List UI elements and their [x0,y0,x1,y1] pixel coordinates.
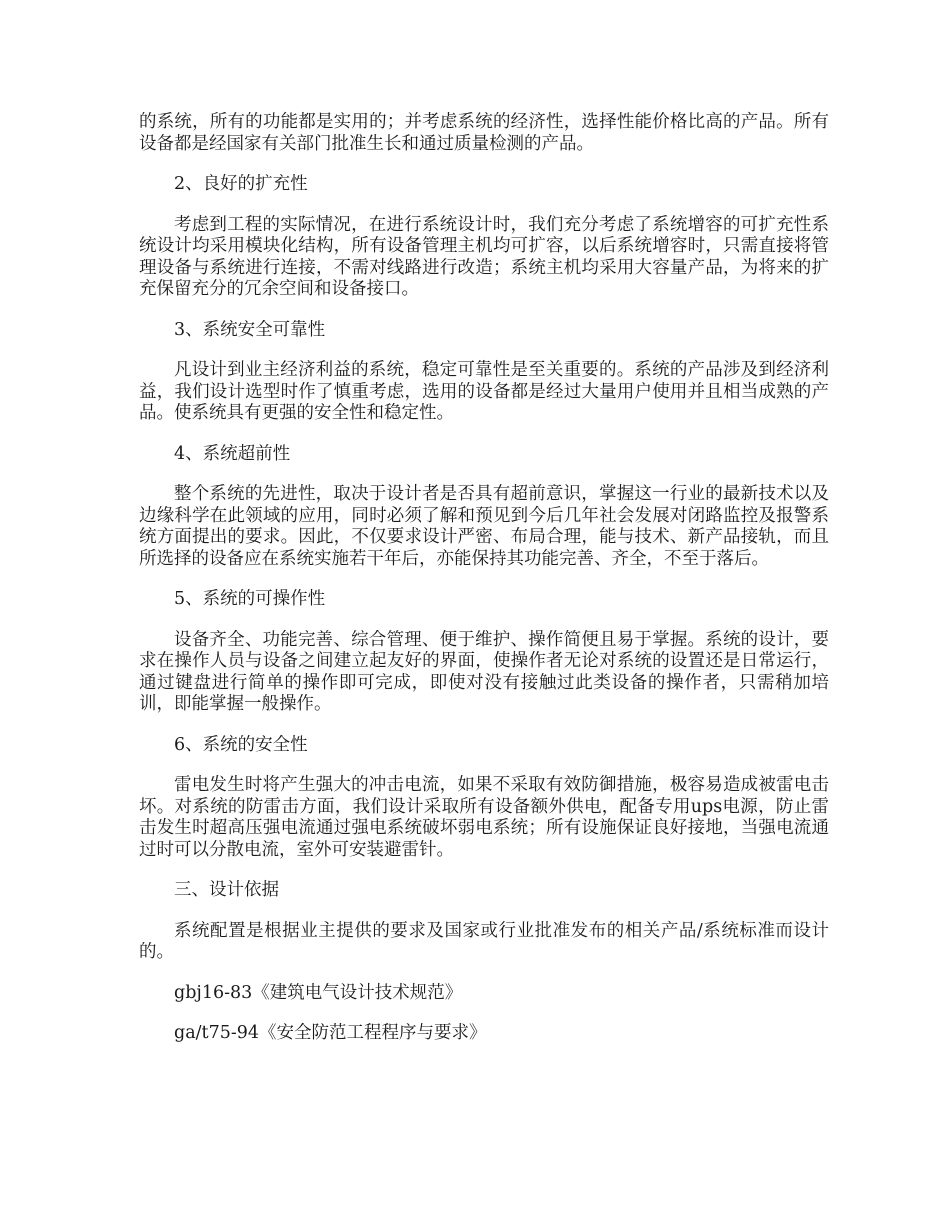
paragraph-design-basis: 系统配置是根据业主提供的要求及国家或行业批准发布的相关产品/系统标准而设计的。 [139,920,829,962]
section-heading-design-basis: 三、设计依据 [174,880,279,900]
paragraph-reliability: 凡设计到业主经济利益的系统，稳定可靠性是至关重要的。系统的产品涉及到经济利益，我们设计选型时作了慎重考虑，选用的设备都是经过大量用户使用并且相当成熟的产品。使系统具有更强的安全性和稳定性。 [139,360,829,423]
section-heading-advanced: 4、系统超前性 [174,443,291,464]
paragraph-safety: 雷电发生时将产生强大的冲击电流，如果不采取有效防御措施，极容易造成被雷电击坏。对系统的防雷击方面，我们设计采取所有设备额外供电，配备专用ups电源，防止雷击发生时超高压强电流通过强电系统破坏弱电系统；所有设施保证良好接地，当强电流通过时可以分散电流，室外可安装避雷针。 [139,775,829,860]
reference-standard-gbj16: gbj16-83《建筑电气设计技术规范》 [174,982,463,1003]
paragraph-expandability: 考虑到工程的实际情况，在进行系统设计时，我们充分考虑了系统增容的可扩充性系统设计均采用模块化结构，所有设备管理主机均可扩容，以后系统增容时，只需直接将管理设备与系统进行连接，不需对线路进行改造；系统主机均采用大容量产品，为将来的扩充保留充分的冗余空间和设备接口。 [139,214,829,299]
section-heading-expandability: 2、良好的扩充性 [174,174,308,194]
paragraph-advanced: 整个系统的先进性，取决于设计者是否具有超前意识，掌握这一行业的最新技术以及边缘科学在此领域的应用，同时必须了解和预见到今后几年社会发展对闭路监控及报警系统方面提出的要求。因此，不仅要求设计严密、布局合理，能与技术、新产品接轨，而且所选择的设备应在系统实施若干年后，亦能保持其功能完善、齐全，不至于落后。 [139,484,829,569]
paragraph-operability: 设备齐全、功能完善、综合管理、便于维护、操作简便且易于掌握。系统的设计，要求在操作人员与设备之间建立起友好的界面，使操作者无论对系统的设置还是日常运行，通过键盘进行简单的操作即可完成，即使对没有接触过此类设备的操作者，只需稍加培训，即能掌握一般操作。 [139,629,829,714]
intro-paragraph: 的系统，所有的功能都是实用的；并考虑系统的经济性，选择性能价格比高的产品。所有设备都是经国家有关部门批准生长和通过质量检测的产品。 [139,112,829,154]
section-heading-reliability: 3、系统安全可靠性 [174,319,326,340]
section-heading-operability: 5、系统的可操作性 [174,589,326,609]
section-heading-safety: 6、系统的安全性 [174,734,308,755]
document-page [139,112,829,1064]
reference-standard-ga-t75: ga/t75-94《安全防范工程程序与要求》 [174,1023,487,1043]
